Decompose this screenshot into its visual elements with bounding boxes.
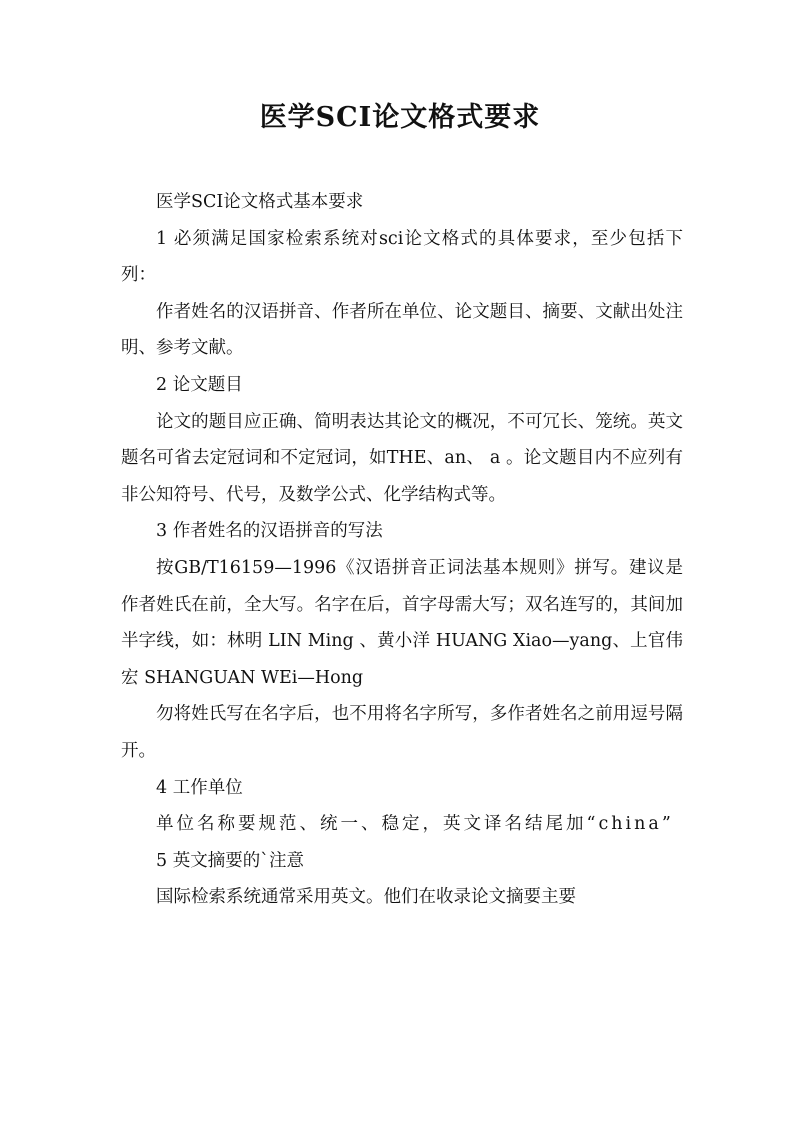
- section-heading-english-abstract: 5 英文摘要的`注意: [156, 850, 304, 871]
- paragraph-pinyin-rules: 按GB/T16159—1996《汉语拼音正词法基本规则》拼写。建议是作者姓氏在前，全大写。名字在后，首字母需大写；双名连写的，其间加半字线，如：林明 LIN Ming 、黄小洋 HUANG Xiao—yang、上官伟宏 SHANGUAN WEi—Hong: [121, 557, 683, 688]
- section-heading-affiliation: 4 工作单位: [156, 777, 243, 798]
- paragraph-title-rules: 论文的题目应正确、简明表达其论文的概况，不可冗长、笼统。英文题名可省去定冠词和不定冠词，如THE、an、 a 。论文题目内不应列有非公知符号、代号，及数学公式、化学结构式等。: [121, 411, 683, 505]
- document-title: 医学SCI论文格式要求: [259, 102, 541, 133]
- paragraph-affiliation-rules: 单位名称要规范、统一、稳定，英文译名结尾加“china”: [156, 814, 674, 835]
- paragraph-requirement-1: 1 必须满足国家检索系统对sci论文格式的具体要求，至少包括下列：: [121, 228, 683, 286]
- paragraph-intro-heading: 医学SCI论文格式基本要求: [156, 192, 364, 212]
- section-heading-title: 2 论文题目: [156, 374, 243, 395]
- paragraph-abstract-intro: 国际检索系统通常采用英文。他们在收录论文摘要主要: [156, 887, 576, 908]
- paragraph-required-items: 作者姓名的汉语拼音、作者所在单位、论文题目、摘要、文献出处注明、参考文献。: [121, 301, 683, 359]
- paragraph-name-order: 勿将姓氏写在名字后，也不用将名字所写，多作者姓名之前用逗号隔开。: [121, 704, 683, 761]
- section-heading-author-pinyin: 3 作者姓名的汉语拼音的写法: [156, 521, 383, 542]
- document-body: [121, 184, 683, 916]
